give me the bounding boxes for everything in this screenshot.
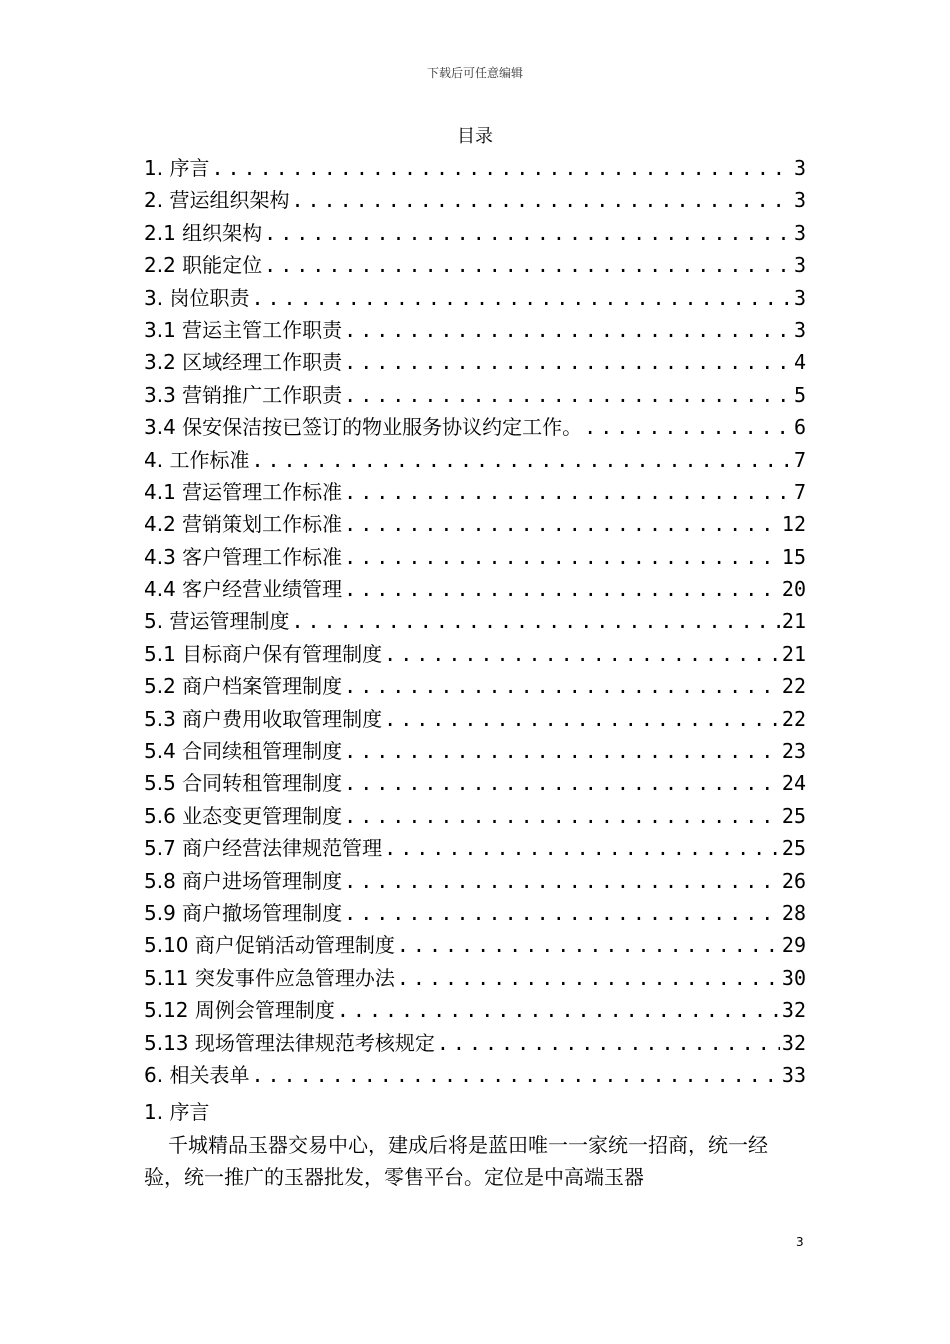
toc-entry-label: 5.5 合同转租管理制度 [144, 771, 343, 796]
toc-entry[interactable] [144, 508, 806, 540]
toc-entry[interactable] [144, 476, 806, 508]
toc-entry[interactable] [144, 573, 806, 605]
toc-entry[interactable] [144, 735, 806, 767]
toc-entry-page: 5 [793, 382, 806, 407]
toc-entry-label: 3.2 区域经理工作职责 [144, 350, 343, 375]
toc-entry-page: 7 [793, 447, 806, 472]
toc-entry-label: 1. 序言 [144, 156, 210, 180]
toc-dot-leader [344, 670, 780, 702]
toc-entry-page: 25 [781, 803, 806, 828]
toc-entry-page: 29 [781, 933, 806, 958]
toc-entry-page: 32 [781, 998, 806, 1023]
toc-entry-page: 25 [781, 836, 806, 861]
toc-dot-leader [437, 1027, 780, 1059]
toc-entry-label: 5.10 商户促销活动管理制度 [144, 933, 395, 958]
toc-entry[interactable] [144, 184, 806, 216]
toc-entry-page: 22 [781, 674, 806, 699]
toc-dot-leader [384, 832, 780, 864]
toc-entry-label: 3.4 保安保洁按已签订的物业服务协议约定工作。 [144, 415, 583, 440]
toc-entry[interactable] [144, 217, 806, 249]
toc-entry[interactable] [144, 897, 806, 929]
toc-entry-label: 4.3 客户管理工作标准 [144, 544, 343, 569]
toc-entry-label: 5.7 商户经营法律规范管理 [144, 836, 383, 861]
toc-entry-label: 5.6 业态变更管理制度 [144, 803, 343, 828]
toc-dot-leader [264, 249, 792, 281]
toc-dot-leader [344, 314, 792, 346]
page-header: 下载后可任意编辑 [426, 66, 523, 80]
section-heading: 1. 序言 [144, 1100, 210, 1124]
page-number: 3 [796, 1235, 804, 1249]
toc-entry-label: 5.3 商户费用收取管理制度 [144, 706, 383, 731]
toc-entry-page: 3 [793, 156, 806, 180]
toc-entry-label: 5.9 商户撤场管理制度 [144, 900, 343, 925]
toc-entry[interactable] [144, 1027, 806, 1059]
toc-dot-leader [384, 703, 780, 735]
toc-entry-page: 30 [781, 965, 806, 990]
toc-entry[interactable] [144, 444, 806, 476]
toc-dot-leader [344, 476, 792, 508]
toc-entry-label: 5.1 目标商户保有管理制度 [144, 641, 383, 666]
toc-entry-label: 4.1 营运管理工作标准 [144, 479, 343, 504]
toc-entry-page: 7 [793, 479, 806, 504]
toc-dot-leader [344, 735, 780, 767]
toc-entry-page: 15 [781, 544, 806, 569]
toc-entry-page: 3 [793, 253, 806, 278]
toc-dot-leader [344, 767, 780, 799]
toc-entry[interactable] [144, 379, 806, 411]
toc-entry-label: 3.3 营销推广工作职责 [144, 382, 343, 407]
toc-entry-label: 4.4 客户经营业绩管理 [144, 577, 343, 602]
toc-entry-page: 24 [781, 771, 806, 796]
toc-entry-page: 23 [781, 739, 806, 764]
toc-entry-page: 20 [781, 577, 806, 602]
toc-entry-page: 3 [793, 285, 806, 310]
toc-dot-leader [397, 962, 780, 994]
toc-entry[interactable] [144, 670, 806, 702]
toc-entry-page: 3 [793, 317, 806, 342]
toc-dot-leader [344, 800, 780, 832]
toc-entry-label: 5.12 周例会管理制度 [144, 998, 335, 1023]
toc-dot-leader [584, 411, 792, 443]
toc-entry[interactable] [144, 994, 806, 1026]
toc-entry[interactable] [144, 1059, 806, 1091]
toc-dot-leader [344, 541, 780, 573]
toc-entry[interactable] [144, 703, 806, 735]
toc-title: 目录 [457, 126, 493, 147]
toc-dot-leader [344, 573, 780, 605]
toc-entry-page: 6 [793, 415, 806, 440]
toc-entry-page: 3 [793, 188, 806, 213]
toc-entry[interactable] [144, 249, 806, 281]
toc-entry-page: 33 [781, 1062, 806, 1087]
toc-entry[interactable] [144, 800, 806, 832]
toc-entry-page: 22 [781, 706, 806, 731]
toc-dot-leader [344, 897, 780, 929]
toc-entry-label: 2. 营运组织架构 [144, 188, 290, 213]
toc-entry[interactable] [144, 152, 806, 184]
toc-entry[interactable] [144, 541, 806, 573]
toc-entry-page: 28 [781, 900, 806, 925]
toc-dot-leader [291, 605, 779, 637]
table-of-contents [144, 152, 806, 1091]
toc-dot-leader [291, 184, 792, 216]
toc-entry[interactable] [144, 282, 806, 314]
toc-entry[interactable] [144, 346, 806, 378]
toc-entry-page: 26 [781, 868, 806, 893]
toc-dot-leader [344, 508, 780, 540]
toc-entry-page: 12 [781, 512, 806, 537]
toc-entry[interactable] [144, 832, 806, 864]
toc-dot-leader [397, 929, 780, 961]
toc-entry-label: 5.4 合同续租管理制度 [144, 739, 343, 764]
toc-entry-label: 5.11 突发事件应急管理办法 [144, 965, 395, 990]
toc-entry[interactable] [144, 314, 806, 346]
toc-dot-leader [251, 1059, 779, 1091]
toc-entry[interactable] [144, 929, 806, 961]
toc-entry-label: 3. 岗位职责 [144, 285, 250, 310]
toc-entry-label: 4. 工作标准 [144, 447, 250, 472]
toc-dot-leader [264, 217, 792, 249]
toc-entry-label: 2.1 组织架构 [144, 220, 263, 245]
toc-entry[interactable] [144, 638, 806, 670]
toc-entry-label: 6. 相关表单 [144, 1062, 250, 1087]
toc-entry-label: 5.2 商户档案管理制度 [144, 674, 343, 699]
toc-entry-label: 5.8 商户进场管理制度 [144, 868, 343, 893]
toc-dot-leader [211, 152, 792, 184]
toc-dot-leader [384, 638, 780, 670]
toc-entry[interactable] [144, 767, 806, 799]
toc-entry-page: 3 [793, 220, 806, 245]
toc-entry[interactable] [144, 865, 806, 897]
toc-entry-page: 4 [793, 350, 806, 375]
toc-entry-label: 3.1 营运主管工作职责 [144, 317, 343, 342]
toc-entry-page: 21 [781, 609, 806, 634]
toc-entry-label: 2.2 职能定位 [144, 253, 263, 278]
toc-entry-page: 21 [781, 641, 806, 666]
toc-dot-leader [251, 282, 792, 314]
toc-dot-leader [344, 346, 792, 378]
toc-dot-leader [251, 444, 792, 476]
toc-dot-leader [344, 379, 792, 411]
toc-entry[interactable] [144, 962, 806, 994]
toc-dot-leader [344, 865, 780, 897]
toc-entry-label: 5.13 现场管理法律规范考核规定 [144, 1030, 435, 1055]
toc-entry[interactable] [144, 605, 806, 637]
toc-entry[interactable] [144, 411, 806, 443]
toc-entry-label: 4.2 营销策划工作标准 [144, 512, 343, 537]
toc-entry-label: 5. 营运管理制度 [144, 609, 290, 634]
toc-entry-page: 32 [781, 1030, 806, 1055]
toc-dot-leader [337, 994, 780, 1026]
body-paragraph: 千城精品玉器交易中心，建成后将是蓝田唯一一家统一招商，统一经验，统一推广的玉器批发，零售平台。定位是中高端玉器 [144, 1133, 768, 1189]
